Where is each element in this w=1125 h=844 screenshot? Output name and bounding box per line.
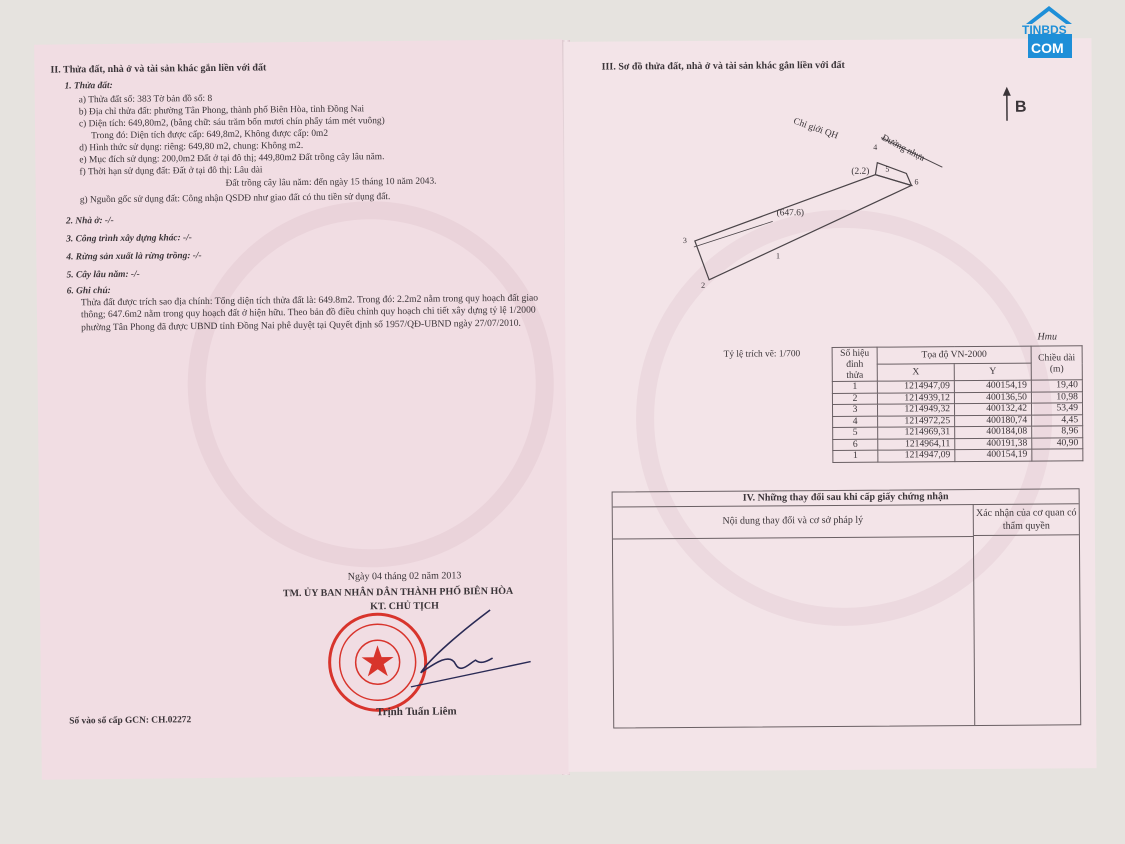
- item-construction: 3. Công trình xây dựng khác: -/-: [66, 233, 192, 245]
- changes-col-confirm: Xác nhận của cơ quan có thẩm quyền: [974, 503, 1079, 536]
- item-perennial: 5. Cây lâu năm: -/-: [66, 269, 140, 281]
- land-line: d) Hình thức sử dụng: riêng: 649,80 m2, chung: Không m2.: [79, 140, 304, 154]
- item-note-heading: 6. Ghi chú:: [66, 285, 111, 297]
- cell-y: 400154,19: [954, 380, 1031, 392]
- signer-name: Trịnh Tuấn Liêm: [376, 705, 457, 719]
- cell-length: 4,45: [1032, 414, 1083, 426]
- note-text: Thửa đất được trích sao địa chính: Tổng diện tích thửa đất là: 649.8m2. Trong đó: 2.2m2 nằm trong quy hoạch đất giao thông; 647.6m2 nằm trong quy hoạch đất ở hiện hữu. Theo bản đồ điều chỉnh quy hoạch chi tiết xây dựng tỷ lệ 1/2000 phường Tân Phong đã được UBND tỉnh Đồng Nai phê duyệt tại Quyết định số 1957/QĐ-UBND ngày 27/07/2010.: [80, 292, 539, 333]
- cell-x: 1214969,31: [878, 427, 955, 439]
- label-boundary: Chỉ giới QH: [791, 116, 840, 142]
- signer-role: KT. CHỦ TỊCH: [370, 600, 439, 613]
- changes-divider: [973, 536, 975, 725]
- col-header-x: X: [877, 364, 954, 382]
- label-road: Đường nhựa: [879, 133, 927, 164]
- col-header-length: Chiều dài (m): [1031, 346, 1082, 380]
- col-header-coord: Tọa độ VN-2000: [877, 346, 1031, 364]
- issue-date: Ngày 04 tháng 02 năm 2013: [347, 570, 462, 583]
- cell-x: 1214949,32: [877, 404, 954, 416]
- cell-y: 400184,08: [955, 426, 1032, 438]
- cell-length: [1032, 449, 1083, 461]
- cell-x: 1214939,12: [877, 392, 954, 404]
- land-heading: 1. Thửa đất:: [64, 80, 113, 92]
- col-header-y: Y: [954, 363, 1031, 381]
- watermark-drum: [186, 199, 556, 569]
- cell-vertex: 6: [833, 439, 878, 451]
- section-title-2: II. Thửa đất, nhà ở và tài sản khác gắn liền với đất: [50, 62, 267, 76]
- land-line: f) Thời hạn sử dụng đất: Đất ở tại đô thị: Lâu dài: [79, 165, 263, 178]
- registry-number: Số vào sổ cấp GCN: CH.02272: [69, 715, 192, 727]
- cell-y: 400132,42: [954, 403, 1031, 415]
- vertex-label: 2: [701, 280, 706, 290]
- land-line: c) Diện tích: 649,80m2, (bằng chữ: sáu trăm bốn mươi chín phẩy tám mét vuông): [78, 116, 385, 130]
- cell-y: 400136,50: [954, 392, 1031, 404]
- tinbds-logo: [1020, 4, 1078, 62]
- item-house: 2. Nhà ở: -/-: [65, 215, 114, 227]
- land-line: Đất trồng cây lâu năm: đến ngày 15 tháng 10 năm 2043.: [225, 176, 437, 189]
- signature: [380, 602, 541, 694]
- cell-length: 8,96: [1032, 426, 1083, 438]
- cell-vertex: 4: [833, 416, 878, 428]
- cell-vertex: 5: [833, 427, 878, 439]
- land-line: g) Nguồn gốc sử dụng đất: Công nhận QSDĐ như giao đất có thu tiền sử dụng đất.: [79, 192, 391, 206]
- vertex-label: 6: [914, 177, 919, 187]
- cell-vertex: 1: [833, 450, 878, 462]
- cell-vertex: 1: [832, 381, 877, 393]
- vertex-label: 1: [775, 251, 780, 261]
- cell-y: 400154,19: [955, 449, 1032, 461]
- cell-x: 1214947,09: [877, 381, 954, 393]
- item-forest: 4. Rừng sản xuất là rừng trồng: -/-: [66, 251, 202, 263]
- changes-title: IV. Những thay đổi sau khi cấp giấy chứng nhận: [613, 489, 1079, 507]
- issuing-authority: TM. ỦY BAN NHÂN DÂN THÀNH PHỐ BIÊN HÒA: [282, 585, 514, 600]
- cell-length: 53,49: [1031, 403, 1082, 415]
- col-header-vertex: Số hiệu đỉnh thửa: [832, 347, 877, 381]
- table-row: [833, 449, 1083, 462]
- vertex-label: 3: [682, 235, 687, 246]
- changes-col-content: Nội dung thay đổi và cơ sở pháp lý: [613, 504, 974, 540]
- area-label-small: (2.2): [851, 166, 870, 177]
- section-title-3: III. Sơ đồ thửa đất, nhà ở và tài sản khác gắn liền với đất: [601, 59, 845, 73]
- land-line: b) Địa chỉ thửa đất: phường Tân Phong, thành phố Biên Hòa, tỉnh Đồng Nai: [78, 104, 365, 118]
- left-page: [34, 39, 570, 779]
- north-letter: B: [1014, 98, 1027, 116]
- drawing-scale: Tỷ lệ trích vẽ: 1/700: [723, 349, 801, 360]
- changes-table: [612, 488, 1082, 728]
- land-line: e) Mục đích sử dụng: 200,0m2 Đất ở tại đô thị; 449,80m2 Đất trồng cây lâu năm.: [79, 152, 385, 166]
- cell-x: 1214947,09: [878, 450, 955, 462]
- land-line: a) Thửa đất số: 383 Tờ bản đồ số: 8: [78, 93, 213, 106]
- logo-text-top: TINBDS: [1022, 23, 1067, 37]
- vertex-label: 5: [885, 164, 890, 174]
- initials-mark: Hmu: [1037, 331, 1058, 343]
- cell-x: 1214972,25: [878, 415, 955, 427]
- cell-length: 19,40: [1031, 380, 1082, 392]
- cell-y: 400191,38: [955, 438, 1032, 450]
- cell-y: 400180,74: [955, 415, 1032, 427]
- coordinate-table: [832, 345, 1084, 462]
- cell-length: 40,90: [1032, 437, 1083, 449]
- logo-text-bottom: COM: [1031, 40, 1064, 56]
- right-page: [563, 38, 1096, 772]
- cell-length: 10,98: [1031, 391, 1082, 403]
- vertex-label: 4: [873, 142, 878, 152]
- area-label-main: (647.6): [776, 208, 805, 219]
- cell-x: 1214964,11: [878, 438, 955, 450]
- parcel-diagram: [563, 38, 1093, 342]
- land-line: Trong đó: Diện tích được cấp: 649,8m2, Không được cấp: 0m2: [91, 128, 329, 142]
- cell-vertex: 3: [832, 404, 877, 416]
- cell-vertex: 2: [832, 393, 877, 405]
